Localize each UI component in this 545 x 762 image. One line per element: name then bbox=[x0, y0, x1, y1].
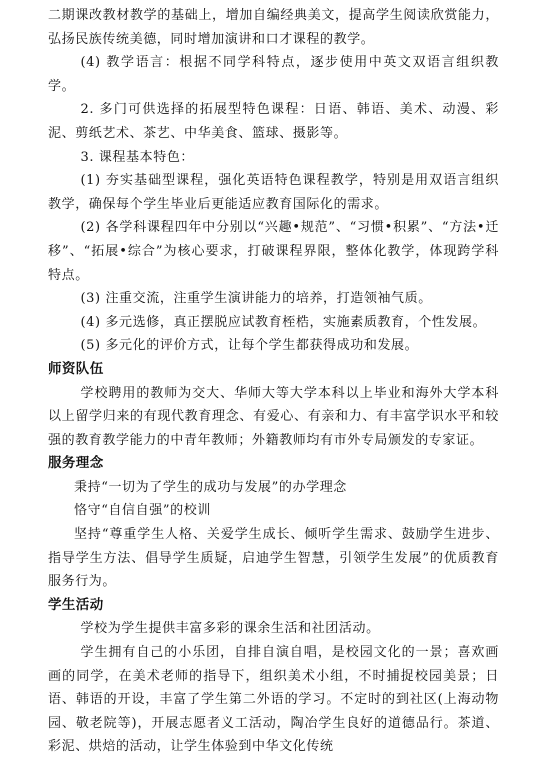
paragraph-activities-detail: 学生拥有自己的小乐团，自排自演自唱，是校园文化的一景；喜欢画画的同学，在美术老师的指导下，组织美术小组，不时捕捉校园美景；日语、韩语的开设，丰富了学生第二外语的学习。不定时的到社区(上海动物园、敬老院等)，开展志愿者义工活动，陶冶学生良好的道德品行。茶道、彩泥、烘焙的活动，让学生体验到中华文化传统 bbox=[48, 645, 499, 755]
section-heading-teachers: 师资队伍 bbox=[48, 360, 104, 377]
paragraph-feature-3: (3) 注重交流，注重学生演讲能力的培养，打造领袖气质。 bbox=[80, 291, 432, 307]
paragraph-course-features-title: 3. 课程基本特色： bbox=[80, 149, 195, 165]
paragraph-activities-intro: 学校为学生提供丰富多彩的课余生活和社团活动。 bbox=[80, 621, 380, 637]
section-heading-activities: 学生活动 bbox=[48, 596, 104, 613]
section-heading-service: 服务理念 bbox=[48, 455, 104, 472]
paragraph-service-philosophy: 秉持“一切为了学生的成功与发展”的办学理念 bbox=[74, 479, 347, 495]
paragraph-feature-5: (5) 多元化的评价方式，让每个学生都获得成功和发展。 bbox=[80, 338, 419, 354]
paragraph-elective-courses: 2. 多门可供选择的拓展型特色课程：日语、韩语、美术、动漫、彩泥、剪纸艺术、茶艺、中华美食、篮球、摄影等。 bbox=[48, 102, 499, 141]
paragraph-curriculum-reading: 二期课改教材教学的基础上，增加自编经典美文，提高学生阅读欣赏能力，弘扬民族传统美德，同时增加演讲和口才课程的教学。 bbox=[48, 8, 499, 47]
paragraph-teachers: 学校聘用的教师为交大、华师大等大学本科以上毕业和海外大学本科以上留学归来的有现代教育理念、有爱心、有亲和力、有丰富学识水平和较强的教育教学能力的中青年教师；外籍教师均有市外专局颁发的专家证。 bbox=[48, 385, 499, 448]
paragraph-feature-1: (1) 夯实基础型课程，强化英语特色课程教学，特别是用双语言组织教学，确保每个学生毕业后更能适应教育国际化的需求。 bbox=[48, 173, 499, 212]
paragraph-feature-2: (2) 各学科课程四年中分别以“兴趣•规范”、“习惯•积累”、“方法•迁移”、“拓展•综合”为核心要求，打破课程界限，整体化教学，体现跨学科特点。 bbox=[48, 220, 499, 283]
paragraph-teaching-language: (4) 教学语言：根据不同学科特点，逐步使用中英文双语言组织教学。 bbox=[48, 55, 499, 94]
paragraph-service-behaviour: 坚持“尊重学生人格、关爱学生成长、倾听学生需求、鼓励学生进步、指导学生方法、倡导学生质疑，启迪学生智慧，引领学生发展”的优质教育服务行为。 bbox=[48, 527, 499, 590]
paragraph-feature-4: (4) 多元选修，真正摆脱应试教育桎梏，实施素质教育，个性发展。 bbox=[80, 314, 487, 330]
paragraph-school-motto: 恪守“自信自强”的校训 bbox=[74, 503, 211, 519]
